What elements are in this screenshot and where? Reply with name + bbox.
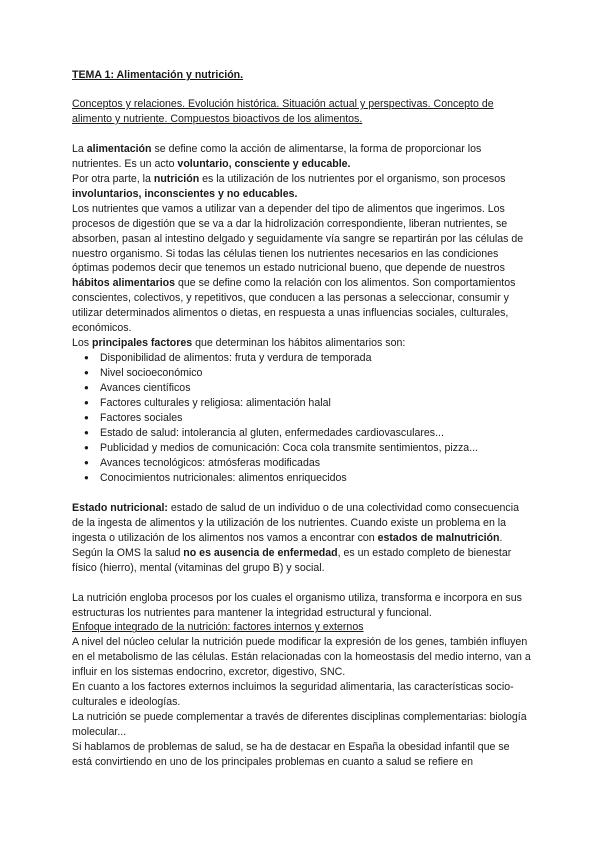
paragraph-disciplinas: La nutrición se puede complementar a través de diferentes disciplinas complementarias: biología molecular... [72, 711, 527, 739]
document-title: TEMA 1: Alimentación y nutrición. [72, 69, 244, 81]
list-item: ● Avances tecnológicos: atmósferas modificadas [100, 456, 532, 471]
document-page [72, 68, 532, 770]
term-malnutricion: estados de malnutrición [377, 531, 500, 544]
factors-list [72, 351, 532, 486]
paragraph-estado-nutricional: Estado nutricional: estado de salud de un individuo o de una colectividad como consecuencia de la ingesta de alimentos y la utilización de los nutrientes. Cuando existe un problema en la ingesta o utilización de los alimentos nos vamos a encontrar con estados de malnutrición. Según la OMS la salud no es ausencia de enfermedad, es un estado completo de bienestar físico (hierro), mental (vitaminas del grupo B) y social. [72, 501, 519, 574]
list-item: ● Factores culturales y religiosa: alimentación halal [100, 396, 532, 411]
list-item: ● Nivel socioeconómico [100, 366, 532, 381]
spacer [72, 576, 532, 591]
term-alimentacion: alimentación [86, 142, 152, 155]
list-item: ● Avances científicos [100, 381, 532, 396]
paragraph-factores: Los principales factores que determinan los hábitos alimentarios son: [72, 337, 406, 350]
document-subtitle: Conceptos y relaciones. Evolución histórica. Situación actual y perspectivas. Concepto de alimento y nutriente. Compuestos bioactivos de los alimentos. [72, 97, 494, 125]
list-item: ● Estado de salud: intolerancia al gluten, enfermedades cardiovasculares... [100, 426, 532, 441]
term-habitos: hábitos alimentarios [72, 277, 176, 290]
paragraph-engloba: La nutrición engloba procesos por los cuales el organismo utiliza, transforma e incorpora en sus estructuras los nutrientes para mantener la integridad estructural y funcional. [72, 591, 522, 619]
emphasis-involuntarios: involuntarios, inconscientes y no educables. [72, 187, 298, 200]
paragraph-alimentacion: La alimentación se define como la acción de alimentarse, la forma de proporcionar los nutrientes. Es un acto voluntario, consciente y educable. [72, 142, 482, 170]
emphasis-voluntario: voluntario, consciente y educable. [177, 157, 351, 170]
paragraph-problemas: Si hablamos de problemas de salud, se ha de destacar en España la obesidad infantil que se está convirtiendo en uno de los principales problemas en cuanto a salud se refiere en [72, 741, 510, 769]
spacer [72, 486, 532, 501]
emphasis-no-ausencia: no es ausencia de enfermedad [183, 546, 338, 559]
term-estado-nutricional: Estado nutricional: [72, 501, 168, 514]
paragraph-nutrientes: Los nutrientes que vamos a utilizar van a depender del tipo de alimentos que ingerimos. Los procesos de digestión que se va a dar la hidrolización correspondiente, liberan nutrientes, se absorben, pasan al intestino delgado y seguidamente vía sangre se repartirán por las células de nuestro organismo. Si todas las células tienen los nutrientes necesarios en las condiciones óptimas podemos decir que tenemos un estado nutricional bueno, que depende de nuestros hábitos alimentarios que se define como la relación con los alimentos. Son comportamientos conscientes, colectivos, y repetitivos, que conducen a las personas a seleccionar, consumir y utilizar determinados alimentos o dietas, en respuesta a unas influencias sociales, culturales, económicos. [72, 202, 524, 335]
list-item: ● Disponibilidad de alimentos: fruta y verdura de temporada [100, 351, 532, 366]
paragraph-externos: En cuanto a los factores externos incluimos la seguridad alimentaria, las características socio-culturales e ideologías. [72, 681, 514, 709]
list-item: ● Factores sociales [100, 411, 532, 426]
paragraph-nucleo: A nivel del núcleo celular la nutrición puede modificar la expresión de los genes, también influyen en el metabolismo de las células. Están relacionadas con la homeostasis del medio interno, van a influir en los sistemas endocrino, excretor, digestivo, SNC. [72, 636, 531, 679]
paragraph-nutricion: Por otra parte, la nutrición es la utilización de los nutrientes por el organismo, son procesos involuntarios, inconscientes y no educables. [72, 172, 506, 200]
list-item: ● Conocimientos nutricionales: alimentos enriquecidos [100, 471, 532, 486]
term-nutricion: nutrición [153, 172, 200, 185]
section-heading-enfoque: Enfoque integrado de la nutrición: factores internos y externos [72, 621, 364, 634]
list-item: ● Publicidad y medios de comunicación: Coca cola transmite sentimientos, pizza... [100, 441, 532, 456]
term-principales-factores: principales factores [92, 337, 193, 350]
